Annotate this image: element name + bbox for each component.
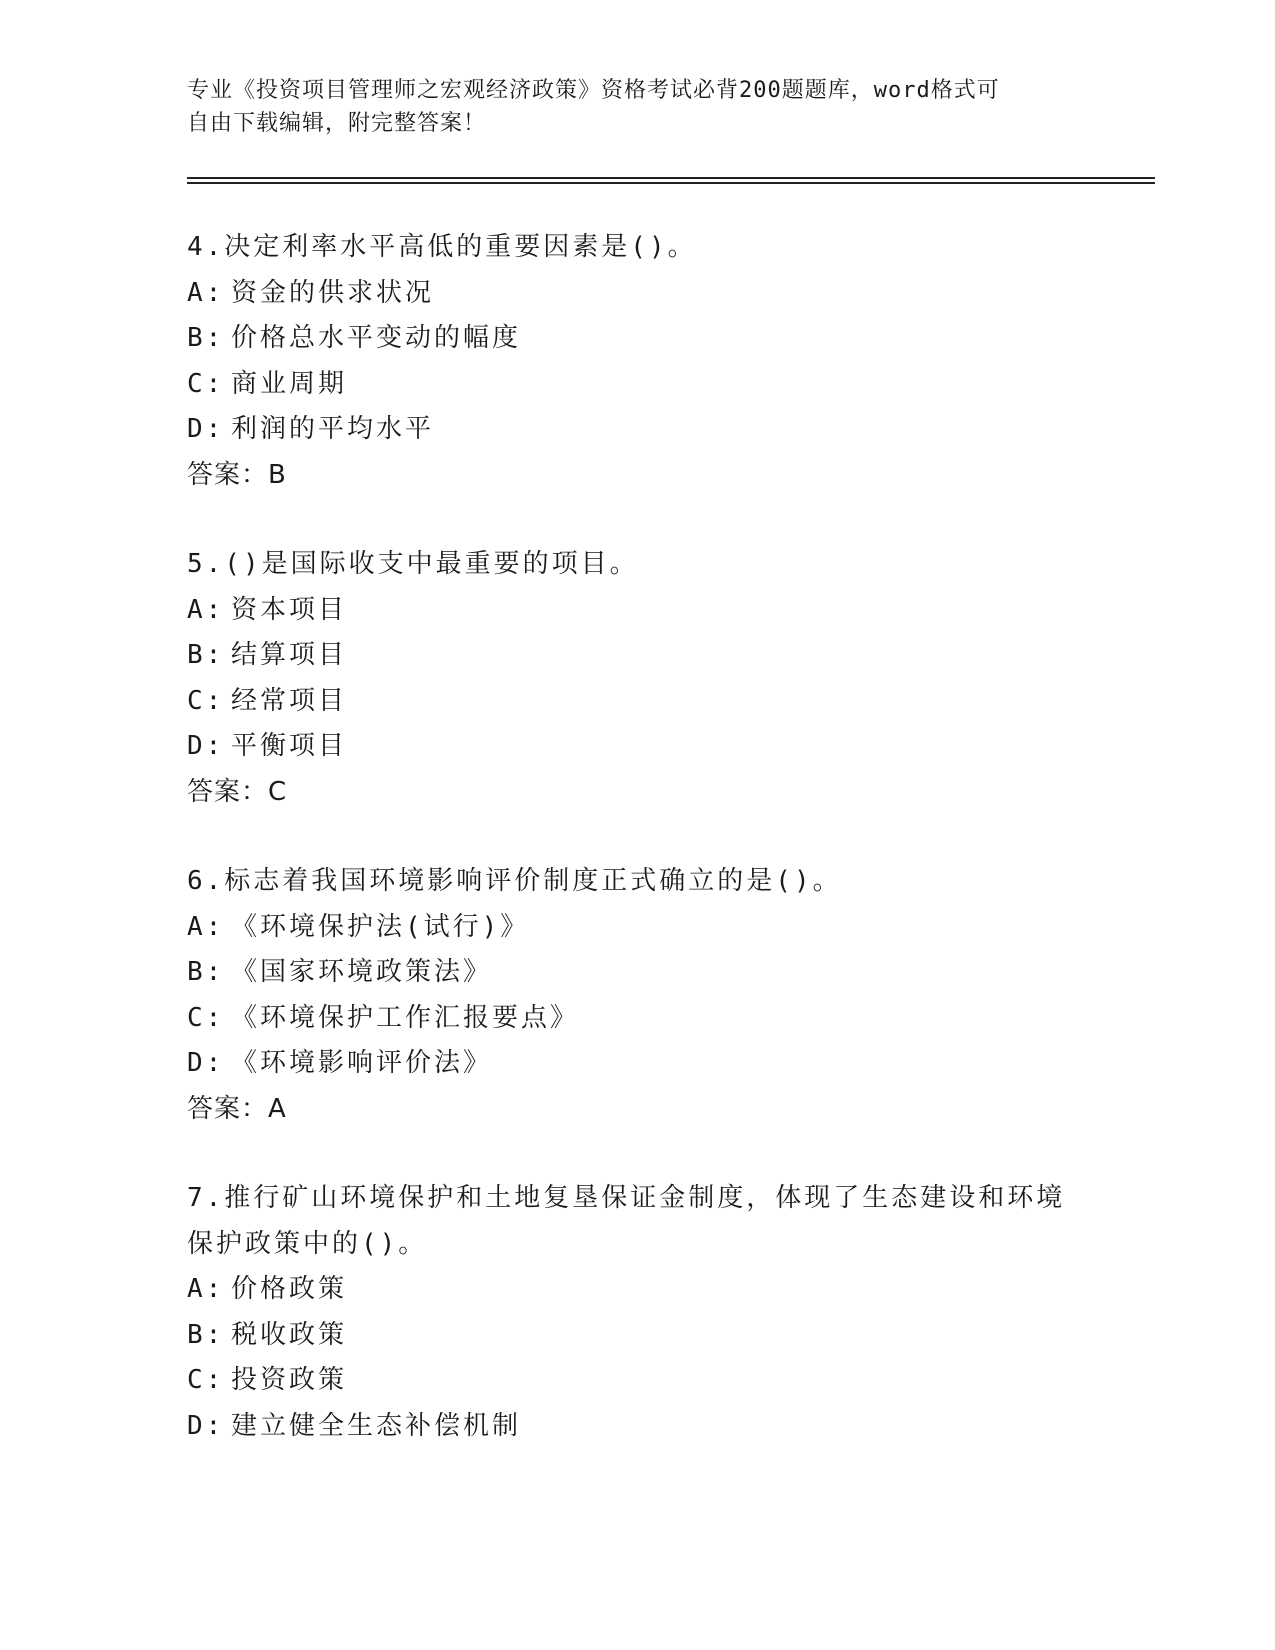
question-stem: 4.决定利率水平高低的重要因素是()。 bbox=[187, 232, 697, 262]
option-c bbox=[187, 679, 1087, 725]
option-c bbox=[187, 996, 1087, 1042]
option-letter: A: bbox=[187, 1274, 225, 1304]
option-text: 《环境影响评价法》 bbox=[231, 1048, 493, 1078]
option-letter: D: bbox=[187, 1048, 225, 1078]
option-text: 建立健全生态补偿机制 bbox=[231, 1410, 522, 1441]
option-c bbox=[187, 362, 1087, 408]
document-header bbox=[187, 74, 1087, 140]
option-a bbox=[187, 1267, 1087, 1313]
option-text: 资本项目 bbox=[231, 594, 348, 625]
question-4 bbox=[187, 225, 1087, 498]
option-b bbox=[187, 950, 1087, 996]
header-rule-top bbox=[187, 177, 1155, 179]
option-letter: B: bbox=[187, 957, 225, 987]
question-stem: 5.()是国际收支中最重要的项目。 bbox=[187, 549, 639, 579]
header-rule-bottom bbox=[187, 182, 1155, 184]
option-letter: D: bbox=[187, 731, 225, 761]
question-stem-line-2: 保护政策中的()。 bbox=[187, 1228, 428, 1259]
option-letter: C: bbox=[187, 1002, 225, 1033]
option-text: 经常项目 bbox=[231, 685, 348, 716]
option-text: 《环境保护法(试行)》 bbox=[231, 911, 530, 942]
option-letter: B: bbox=[187, 1319, 225, 1350]
option-b bbox=[187, 633, 1087, 679]
option-letter: C: bbox=[187, 368, 225, 399]
option-c bbox=[187, 1358, 1087, 1404]
option-letter: B: bbox=[187, 640, 225, 670]
option-text: 投资政策 bbox=[231, 1365, 348, 1395]
answer-line: 答案：A bbox=[187, 1093, 287, 1124]
option-text: 价格总水平变动的幅度 bbox=[231, 323, 522, 353]
header-line-1: 专业《投资项目管理师之宏观经济政策》资格考试必背200题题库，word格式可 bbox=[187, 78, 1000, 103]
option-letter: C: bbox=[187, 685, 225, 716]
option-a bbox=[187, 905, 1087, 951]
answer-line: 答案：C bbox=[187, 776, 288, 807]
option-letter: D: bbox=[187, 1410, 225, 1441]
option-d bbox=[187, 407, 1087, 453]
option-text: 商业周期 bbox=[231, 368, 348, 399]
option-letter: D: bbox=[187, 414, 225, 444]
question-6 bbox=[187, 859, 1087, 1132]
option-d bbox=[187, 724, 1087, 770]
option-letter: B: bbox=[187, 323, 225, 353]
header-line-2: 自由下载编辑，附完整答案！ bbox=[187, 111, 487, 136]
option-letter: A: bbox=[187, 277, 225, 308]
option-text: 税收政策 bbox=[231, 1319, 348, 1350]
option-d bbox=[187, 1041, 1087, 1087]
option-b bbox=[187, 316, 1087, 362]
option-a bbox=[187, 271, 1087, 317]
option-text: 结算项目 bbox=[231, 640, 348, 670]
option-d bbox=[187, 1404, 1087, 1450]
option-text: 《环境保护工作汇报要点》 bbox=[231, 1002, 580, 1033]
option-text: 利润的平均水平 bbox=[231, 414, 435, 444]
option-b bbox=[187, 1313, 1087, 1359]
answer-line: 答案：B bbox=[187, 459, 287, 490]
question-5 bbox=[187, 542, 1087, 815]
option-text: 资金的供求状况 bbox=[231, 277, 435, 308]
option-text: 价格政策 bbox=[231, 1274, 348, 1304]
question-stem: 6.标志着我国环境影响评价制度正式确立的是()。 bbox=[187, 866, 842, 896]
option-letter: A: bbox=[187, 911, 225, 942]
option-letter: A: bbox=[187, 594, 225, 625]
option-text: 平衡项目 bbox=[231, 731, 348, 761]
option-letter: C: bbox=[187, 1365, 225, 1395]
question-stem-line-1: 7.推行矿山环境保护和土地复垦保证金制度，体现了生态建设和环境 bbox=[187, 1183, 1066, 1213]
question-7 bbox=[187, 1176, 1087, 1449]
option-a bbox=[187, 588, 1087, 634]
option-text: 《国家环境政策法》 bbox=[231, 957, 493, 987]
